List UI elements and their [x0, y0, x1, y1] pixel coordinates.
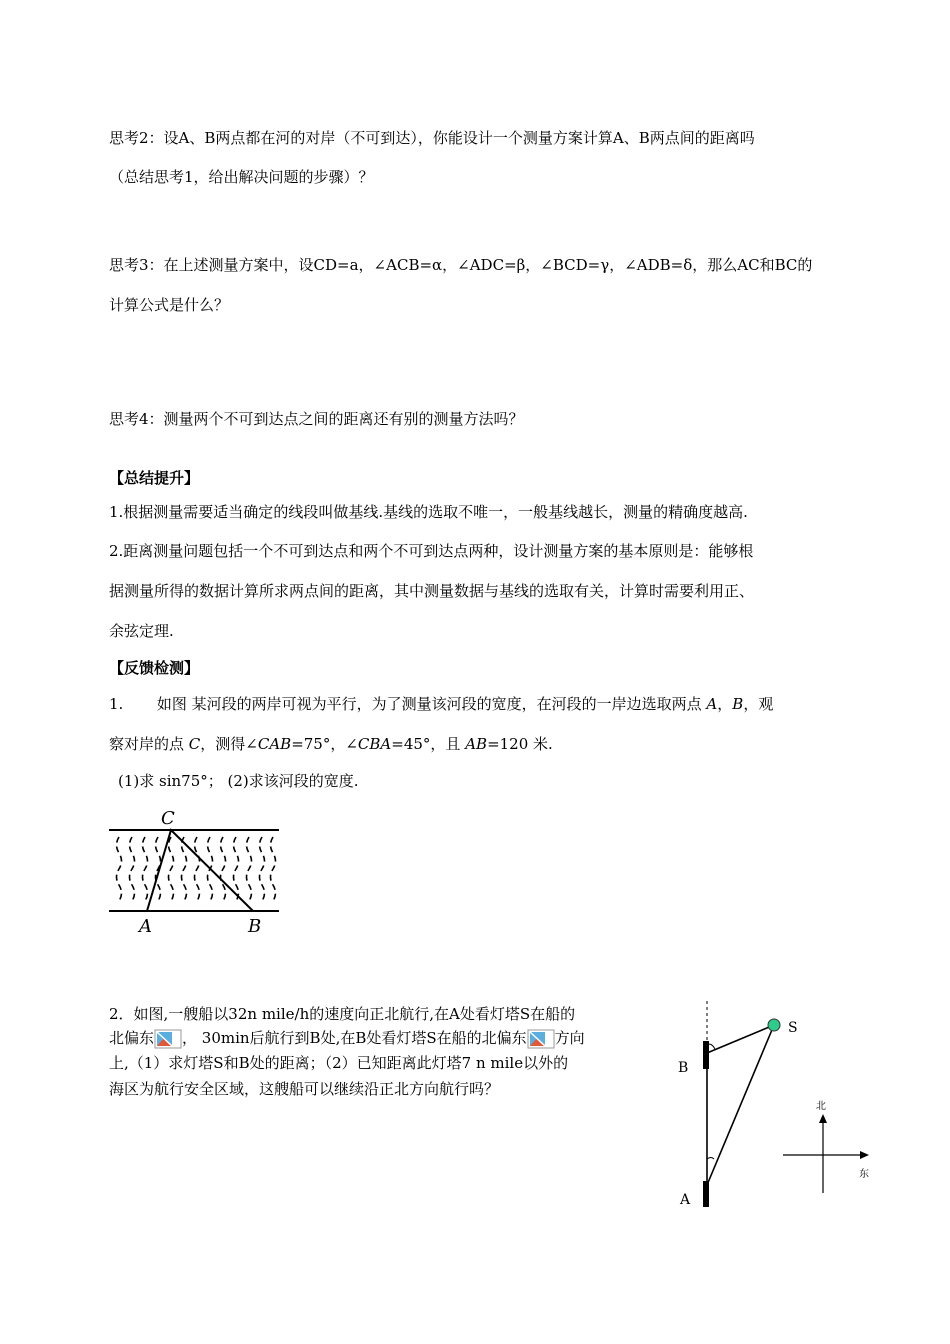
summary-p1: 1.根据测量需要适当确定的线段叫做基线.基线的选取不唯一，一般基线越长，测量的精确度越高. — [109, 503, 748, 521]
q1-var-A: A — [706, 695, 718, 713]
lighthouse-figure — [670, 995, 880, 1215]
compass-icon — [783, 1114, 869, 1193]
q1-line1 — [109, 694, 773, 714]
q1-var-B: B — [732, 695, 744, 713]
q1-var-CAB: CAB — [257, 735, 292, 753]
q1-comma: ， — [717, 695, 733, 713]
q1-text-a: 如图 某河段的两岸可视为平行，为了测量该河段的宽度，在河段的一岸边选取两点 — [156, 695, 707, 713]
label-C: C — [161, 808, 175, 829]
summary-p2b: 据测量所得的数据计算所求两点间的距离，其中测量数据与基线的选取有关，计算时需要利用正、 — [109, 582, 755, 600]
river-waves — [117, 837, 276, 901]
label-A2: A — [680, 1192, 691, 1208]
q2-line1: 2．如图,一艘船以32n mile/h的速度向正北航行,在A处看灯塔S在船的 — [109, 1005, 576, 1023]
broken-image-icon — [527, 1029, 555, 1049]
q2-text-c: 方向 — [554, 1029, 585, 1047]
marker-B — [703, 1041, 709, 1069]
label-east: 东 — [859, 1169, 869, 1180]
label-A: A — [139, 916, 152, 937]
think3-line2: 计算公式是什么？ — [109, 296, 230, 314]
broken-image-icon — [154, 1029, 182, 1049]
summary-p2a: 2.距离测量问题包括一个不可到达点和两个不可到达点两种，设计测量方案的基本原则是：能够根 — [109, 542, 754, 560]
lighthouse-S-icon — [768, 1019, 780, 1031]
summary-heading: 【总结提升】 — [109, 469, 200, 487]
q1-text-e: =75°，∠ — [291, 735, 358, 753]
label-north: 北 — [816, 1101, 826, 1112]
q1-line3: (1)求 sin75°； (2)求该河段的宽度. — [118, 772, 359, 790]
label-B: B — [248, 916, 262, 937]
q2-line3: 上,（1）求灯塔S和B处的距离；（2）已知距离此灯塔7 n mile以外的 — [109, 1054, 569, 1072]
think3-line1: 思考3：在上述测量方案中，设CD=a，∠ACB=α，∠ADC=β，∠BCD=γ，∠ADB=δ，那么AC和BC的 — [109, 256, 813, 274]
marker-A — [703, 1181, 709, 1207]
angle-arc-A — [707, 1158, 714, 1160]
q1-text-g: =120 米. — [487, 735, 553, 753]
q1-var-AB: AB — [465, 735, 488, 753]
q1-text-c: 察对岸的点 — [109, 735, 189, 753]
q1-line2 — [109, 734, 553, 754]
river-figure — [105, 805, 285, 937]
q2-text-b: ， 30min后航行到B处,在B处看灯塔S在船的北偏东 — [182, 1029, 527, 1047]
q2-line4: 海区为航行安全区域，这艘船可以继续沿正北方向航行吗？ — [109, 1080, 500, 1098]
label-B2: B — [678, 1060, 689, 1076]
q2-line2 — [109, 1028, 585, 1049]
q1-number: 1. — [109, 695, 124, 713]
q1-text-b: ，观 — [743, 695, 774, 713]
feedback-heading: 【反馈检测】 — [109, 659, 200, 677]
think4-line1: 思考4：测量两个不可到达点之间的距离还有别的测量方法吗？ — [109, 410, 524, 428]
q1-var-C: C — [188, 735, 201, 753]
q2-text-a: 北偏东 — [109, 1029, 155, 1047]
summary-p2c: 余弦定理. — [109, 622, 174, 640]
q1-text-f: =45°，且 — [391, 735, 466, 753]
label-S: S — [788, 1020, 798, 1036]
think2-line2: （总结思考1，给出解决问题的步骤）？ — [109, 168, 374, 186]
q1-var-CBA: CBA — [357, 735, 392, 753]
q1-text-d: ，测得∠ — [200, 735, 258, 753]
think2-line1: 思考2：设A、B两点都在河的对岸（不可到达），你能设计一个测量方案计算A、B两点间的距离吗 — [109, 129, 755, 147]
